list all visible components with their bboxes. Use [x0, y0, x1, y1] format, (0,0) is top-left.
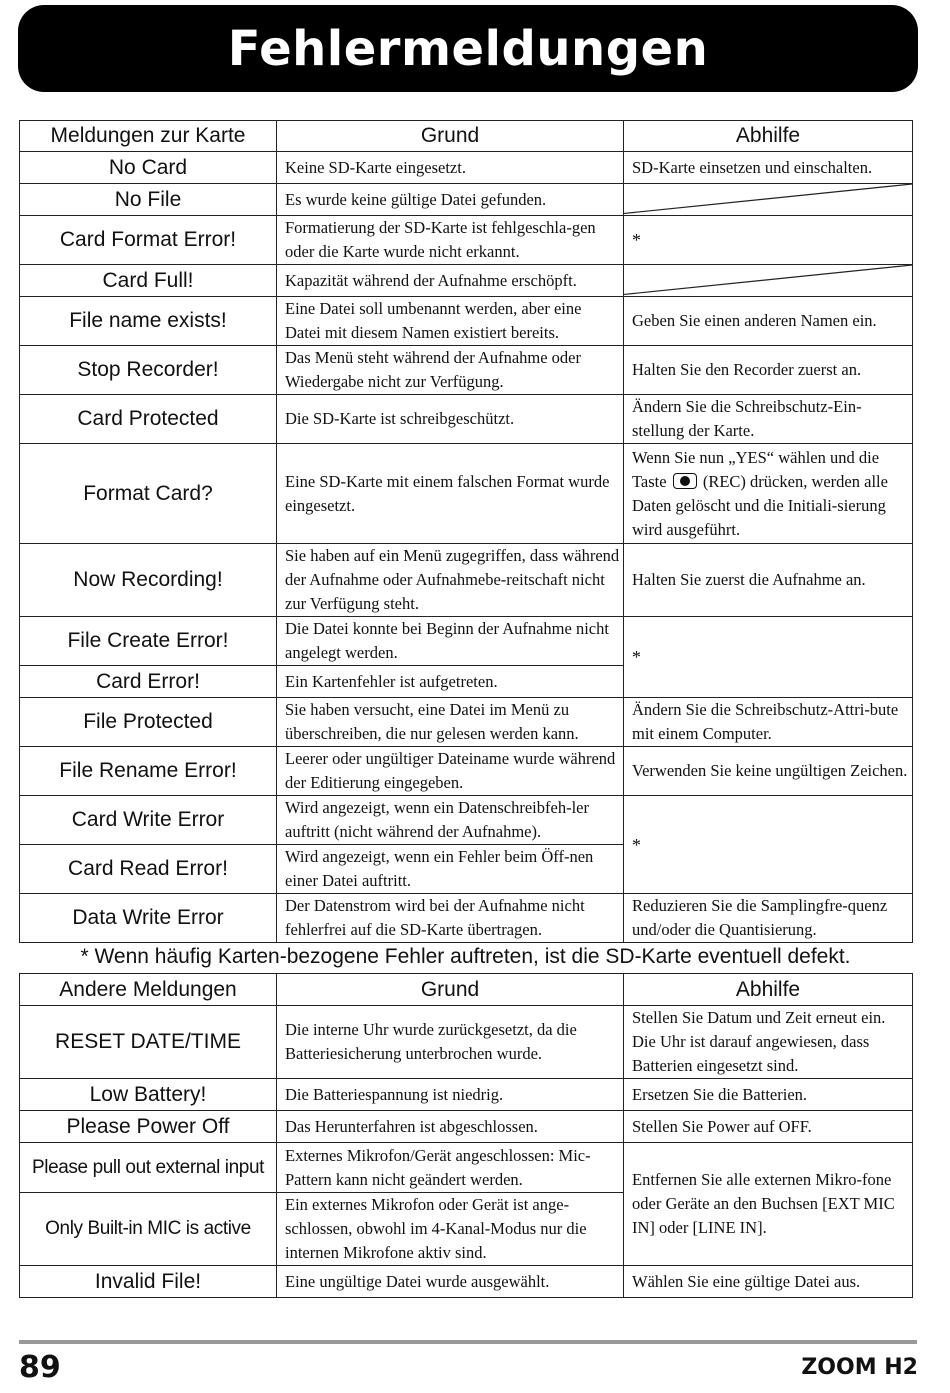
message-cell: RESET DATE/TIME	[20, 1006, 277, 1079]
message-cell: Format Card?	[20, 444, 277, 544]
message-cell: Low Battery!	[20, 1079, 277, 1111]
remedy-cell: SD-Karte einsetzen und einschalten.	[624, 152, 913, 184]
footer-rule	[19, 1340, 917, 1344]
page-title: Fehlermeldungen	[227, 20, 709, 77]
message-cell: Card Read Error!	[20, 845, 277, 894]
header-reason: Grund	[277, 121, 624, 152]
remedy-cell: Ändern Sie die Schreibschutz-Ein-stellung der Karte.	[624, 395, 913, 444]
reason-cell: Sie haben versucht, eine Datei im Menü zu überschreiben, die nur gelesen werden kann.	[277, 698, 624, 747]
remedy-cell: Halten Sie zuerst die Aufnahme an.	[624, 544, 913, 617]
message-cell: File Create Error!	[20, 617, 277, 666]
reason-cell: Es wurde keine gültige Datei gefunden.	[277, 184, 624, 216]
message-cell: Card Full!	[20, 265, 277, 297]
remedy-cell: Stellen Sie Power auf OFF.	[624, 1111, 913, 1143]
header-reason: Grund	[277, 974, 624, 1006]
message-cell: Card Error!	[20, 666, 277, 698]
reason-cell: Das Herunterfahren ist abgeschlossen.	[277, 1111, 624, 1143]
reason-cell: Wird angezeigt, wenn ein Datenschreibfeh-ler auftritt (nicht während der Aufnahme).	[277, 796, 624, 845]
remedy-cell: Wählen Sie eine gültige Datei aus.	[624, 1266, 913, 1298]
remedy-cell: *	[624, 216, 913, 265]
message-cell: Invalid File!	[20, 1266, 277, 1298]
table-header-row	[20, 974, 913, 1006]
table-row	[20, 1266, 913, 1298]
header-remedy: Abhilfe	[624, 121, 913, 152]
reason-cell: Formatierung der SD-Karte ist fehlgeschla-gen oder die Karte wurde nicht erkannt.	[277, 216, 624, 265]
table-row	[20, 395, 913, 444]
reason-cell: Eine ungültige Datei wurde ausgewählt.	[277, 1266, 624, 1298]
reason-cell: Wird angezeigt, wenn ein Fehler beim Öff-nen einer Datei auftritt.	[277, 845, 624, 894]
reason-cell: Externes Mikrofon/Gerät angeschlossen: Mic-Pattern kann nicht geändert werden.	[277, 1143, 624, 1193]
remedy-cell: *	[624, 617, 913, 698]
remedy-cell: Ersetzen Sie die Batterien.	[624, 1079, 913, 1111]
remedy-cell: Verwenden Sie keine ungültigen Zeichen.	[624, 747, 913, 796]
reason-cell: Das Menü steht während der Aufnahme oder Wiedergabe nicht zur Verfügung.	[277, 346, 624, 395]
reason-cell: Die interne Uhr wurde zurückgesetzt, da die Batteriesicherung unterbrochen wurde.	[277, 1006, 624, 1079]
message-cell: Only Built-in MIC is active	[20, 1193, 277, 1266]
remedy-text-after: (REC) drücken, werden alle Daten gelöscht und die Initiali-sierung wird ausgeführt.	[632, 471, 888, 539]
message-cell: Stop Recorder!	[20, 346, 277, 395]
reason-cell: Eine Datei soll umbenannt werden, aber eine Datei mit diesem Namen existiert bereits.	[277, 297, 624, 346]
reason-cell: Die SD-Karte ist schreibgeschützt.	[277, 395, 624, 444]
message-cell: File name exists!	[20, 297, 277, 346]
table-row	[20, 346, 913, 395]
remedy-text-before: Wenn Sie nun „YES“ wählen und die Taste	[632, 447, 880, 491]
table-row	[20, 1079, 913, 1111]
title-bar	[18, 5, 918, 92]
table-row	[20, 297, 913, 346]
message-cell: Data Write Error	[20, 894, 277, 943]
remedy-cell: *	[624, 796, 913, 894]
message-cell: No Card	[20, 152, 277, 184]
message-cell: Card Format Error!	[20, 216, 277, 265]
reason-cell: Kapazität während der Aufnahme erschöpft.	[277, 265, 624, 297]
message-cell: Please Power Off	[20, 1111, 277, 1143]
remedy-cell: Reduzieren Sie die Samplingfre-quenz und/oder die Quantisierung.	[624, 894, 913, 943]
remedy-cell: Ändern Sie die Schreibschutz-Attri-bute mit einem Computer.	[624, 698, 913, 747]
reason-cell: Leerer oder ungültiger Dateiname wurde während der Editierung eingegeben.	[277, 747, 624, 796]
remedy-cell: Halten Sie den Recorder zuerst an.	[624, 346, 913, 395]
remedy-cell	[624, 444, 913, 544]
diagonal-line	[624, 184, 912, 215]
table-row	[20, 1006, 913, 1079]
table-row	[20, 617, 913, 666]
table-row	[20, 544, 913, 617]
brand-name: ZOOM H2	[801, 1355, 918, 1380]
table-row	[20, 444, 913, 544]
table-row	[20, 184, 913, 216]
header-messages: Andere Meldungen	[20, 974, 277, 1006]
table-header-row	[20, 121, 913, 152]
remedy-cell: Geben Sie einen anderen Namen ein.	[624, 297, 913, 346]
reason-cell: Ein Kartenfehler ist aufgetreten.	[277, 666, 624, 698]
table-row	[20, 894, 913, 943]
message-cell: Please pull out external input	[20, 1143, 277, 1193]
table-row	[20, 1143, 913, 1193]
table-row	[20, 265, 913, 297]
reason-cell: Eine SD-Karte mit einem falschen Format wurde eingesetzt.	[277, 444, 624, 544]
table-row	[20, 796, 913, 845]
message-cell: Now Recording!	[20, 544, 277, 617]
reason-cell: Die Datei konnte bei Beginn der Aufnahme nicht angelegt werden.	[277, 617, 624, 666]
table-row	[20, 152, 913, 184]
reason-cell: Keine SD-Karte eingesetzt.	[277, 152, 624, 184]
footnote: * Wenn häufig Karten-bezogene Fehler auftreten, ist die SD-Karte eventuell defekt.	[80, 945, 851, 968]
message-cell: Card Write Error	[20, 796, 277, 845]
remedy-cell: Stellen Sie Datum und Zeit erneut ein. Die Uhr ist darauf angewiesen, dass Batterien eingesetzt sind.	[624, 1006, 913, 1079]
remedy-cell: Entfernen Sie alle externen Mikro-fone oder Geräte an den Buchsen [EXT MIC IN] oder [LINE IN].	[624, 1143, 913, 1266]
empty-remedy-cell	[624, 184, 913, 216]
card-messages-table	[19, 120, 913, 943]
reason-cell: Sie haben auf ein Menü zugegriffen, dass während der Aufnahme oder Aufnahmebe-reitschaft nicht zur Verfügung steht.	[277, 544, 624, 617]
header-remedy: Abhilfe	[624, 974, 913, 1006]
table-row	[20, 216, 913, 265]
table-row	[20, 698, 913, 747]
message-cell: File Rename Error!	[20, 747, 277, 796]
message-cell: No File	[20, 184, 277, 216]
reason-cell: Ein externes Mikrofon oder Gerät ist ange-schlossen, obwohl im 4-Kanal-Modus nur die internen Mikrofone aktiv sind.	[277, 1193, 624, 1266]
message-cell: File Protected	[20, 698, 277, 747]
other-messages-table	[19, 973, 913, 1298]
diagonal-line	[624, 265, 912, 296]
record-button-icon	[673, 473, 697, 489]
header-messages: Meldungen zur Karte	[20, 121, 277, 152]
reason-cell: Die Batteriespannung ist niedrig.	[277, 1079, 624, 1111]
message-cell: Card Protected	[20, 395, 277, 444]
reason-cell: Der Datenstrom wird bei der Aufnahme nicht fehlerfrei auf die SD-Karte übertragen.	[277, 894, 624, 943]
empty-remedy-cell	[624, 265, 913, 297]
table-row	[20, 1111, 913, 1143]
page-number: 89	[19, 1350, 61, 1385]
table-row	[20, 747, 913, 796]
